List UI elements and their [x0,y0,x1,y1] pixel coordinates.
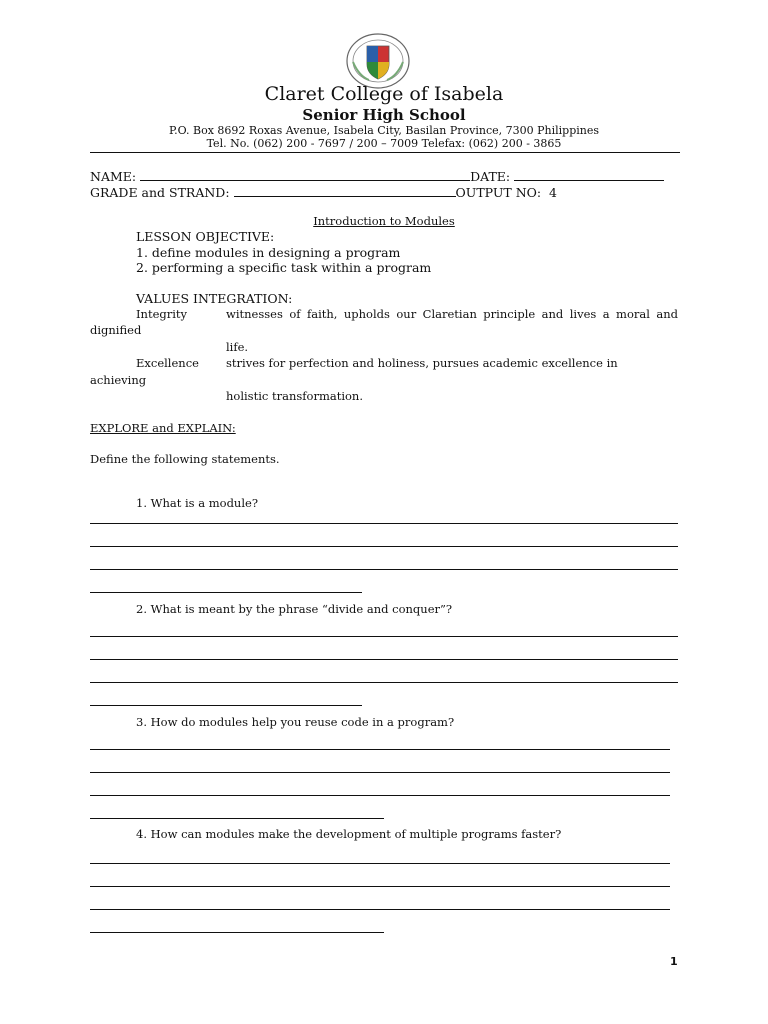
department-name: Senior High School [302,106,466,124]
answer-line[interactable] [90,569,678,570]
question-4: 4. How can modules make the development of multiple programs faster? [136,827,562,841]
school-address: P.O. Box 8692 Roxas Avenue, Isabela City, Basilan Province, 7300 Philippines [168,124,599,137]
lesson-title: Introduction to Modules [313,214,455,228]
value-term-excellence: Excellence [136,356,199,370]
answer-line[interactable] [90,659,678,660]
answer-line[interactable] [90,636,678,637]
answer-line[interactable] [90,795,670,796]
date-label: DATE: [470,169,511,184]
question-3: 3. How do modules help you reuse code in a program? [136,715,455,729]
grade-strand-field[interactable] [234,185,456,197]
school-telephone: Tel. No. (062) 200 - 7697 / 200 – 7009 Telefax: (062) 200 - 3865 [206,137,562,150]
instruction-text: Define the following statements. [90,452,280,466]
value-wrap-integrity: dignified [90,323,142,337]
name-field[interactable] [140,169,470,181]
answer-line[interactable] [90,863,670,864]
output-label: OUTPUT NO: [455,185,542,200]
value-term-integrity: Integrity [136,307,188,321]
answer-line[interactable] [90,546,678,547]
answer-line[interactable] [90,705,362,706]
school-seal-logo [345,32,411,90]
explore-heading: EXPLORE and EXPLAIN: [90,421,236,435]
name-date-row [90,169,680,184]
answer-line[interactable] [90,932,384,933]
grade-label: GRADE and STRAND: [90,185,230,200]
values-heading: VALUES INTEGRATION: [136,291,293,306]
answer-line[interactable] [90,523,678,524]
header-divider [90,152,680,153]
date-field[interactable] [514,169,664,181]
name-label: NAME: [90,169,137,184]
value-desc-cont-integrity: life. [226,340,249,354]
answer-line[interactable] [90,909,670,910]
output-number: 4 [549,185,557,200]
value-desc-integrity: witnesses of faith, upholds our Claretian principle and lives a moral and [226,307,678,321]
answer-line[interactable] [90,592,362,593]
value-wrap-excellence: achieving [90,373,147,387]
objective-heading: LESSON OBJECTIVE: [136,229,275,244]
question-1: 1. What is a module? [136,496,258,510]
value-desc-cont-excellence: holistic transformation. [226,389,363,403]
page-number: 1 [670,955,678,968]
school-name: Claret College of Isabela [264,83,504,105]
value-desc-excellence: strives for perfection and holiness, pursues academic excellence in [226,356,618,370]
answer-line[interactable] [90,772,670,773]
objective-item: 2. performing a specific task within a program [136,260,432,275]
answer-line[interactable] [90,818,384,819]
objective-item: 1. define modules in designing a program [136,245,401,260]
answer-line[interactable] [90,682,678,683]
answer-line[interactable] [90,886,670,887]
answer-line[interactable] [90,749,670,750]
question-2: 2. What is meant by the phrase “divide and conquer”? [136,602,453,616]
grade-output-row [90,185,680,200]
